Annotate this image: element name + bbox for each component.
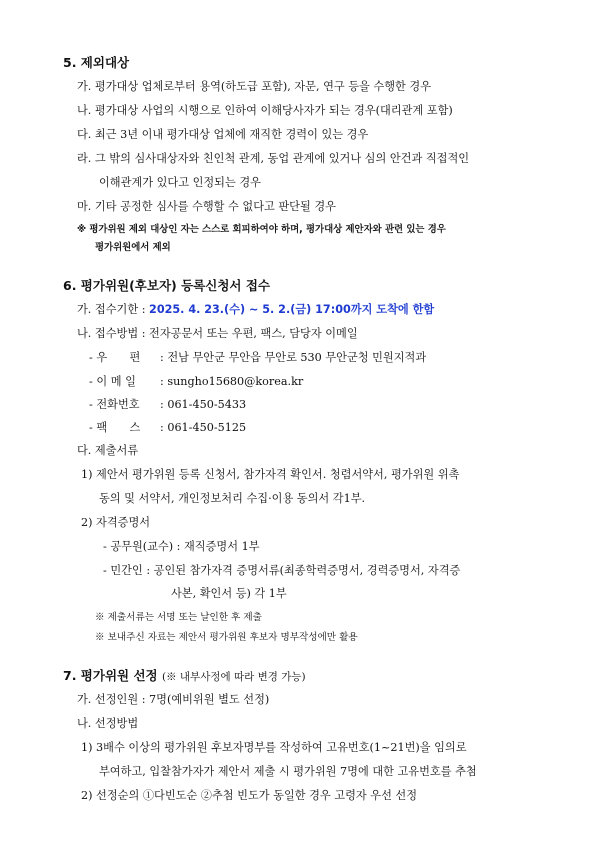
section-6-note-2: ※ 보내주신 자료는 제안서 평가위원 후보자 명부작성에만 활용	[95, 632, 358, 643]
section-6-method: 나. 접수방법 : 전자공문서 또는 우편, 팩스, 담당자 이메일	[77, 327, 358, 340]
section-5-item-ra-line1: 라. 그 밖의 심사대상자와 친인척 관계, 동업 관계에 있거나 심의 안건과 직접적인	[77, 152, 470, 165]
section-7-method-2: 2) 선정순의 ①다빈도순 ②추첨 빈도가 동일한 경우 고령자 우선 선정	[81, 789, 418, 802]
deadline-label: 가. 접수기한 :	[77, 303, 150, 316]
contact-email-label: - 이 메 일	[89, 375, 136, 388]
section-7-count: 가. 선정인원 : 7명(예비위원 별도 선정)	[77, 693, 270, 706]
section-5-heading: 5. 제외대상	[63, 55, 130, 70]
contact-post-label: - 우 편	[89, 351, 141, 364]
section-5-note-line2: 평가위원에서 제외	[95, 242, 171, 253]
section-7-method-1-line1: 1) 3배수 이상의 평가위원 후보자명부를 작성하여 고유번호(1~21번)을 임의로	[81, 741, 467, 754]
section-5-item-ma: 마. 기타 공정한 심사를 수행할 수 없다고 판단될 경우	[77, 200, 336, 213]
document-1-line2: 동의 및 서약서, 개인정보처리 수집·이용 동의서 각1부.	[99, 492, 366, 505]
section-6-deadline-row	[77, 303, 434, 317]
section-7-heading-row	[63, 668, 306, 685]
section-5-note-line1: ※ 평가위원 제외 대상인 자는 스스로 회피하여야 하며, 평가대상 제안자와 관련 있는 경우	[77, 224, 446, 235]
document-2: 2) 자격증명서	[81, 516, 151, 529]
section-7-method: 나. 선정방법	[77, 717, 139, 730]
section-7-heading-note: (※ 내부사정에 따라 변경 가능)	[161, 671, 306, 683]
contact-email-value: : sungho15680@korea.kr	[160, 375, 304, 388]
section-5-item-na: 나. 평가대상 사업의 시행으로 인하여 이해당사자가 되는 경우(대리관계 포함)	[77, 104, 453, 117]
section-6-note-1: ※ 제출서류는 서명 또는 날인한 후 제출	[95, 612, 262, 623]
contact-phone-label: - 전화번호	[89, 398, 140, 411]
document-2-private-line1: - 민간인 : 공인된 참가자격 증명서류(최종학력증명서, 경력증명서, 자격증	[103, 564, 461, 577]
document-1-line1: 1) 제안서 평가위원 등록 신청서, 참가자격 확인서. 청렴서약서, 평가위원 위촉	[81, 468, 460, 481]
document-2-public: - 공무원(교수) : 재직증명서 1부	[103, 540, 260, 553]
section-7-method-1-line2: 부여하고, 입찰참가자가 제안서 제출 시 평가위원 7명에 대한 고유번호를 추첨	[99, 765, 477, 778]
document-2-private-line2: 사본, 확인서 등) 각 1부	[171, 587, 287, 600]
section-5-item-da: 다. 최근 3년 이내 평가대상 업체에 재직한 경력이 있는 경우	[77, 128, 369, 141]
deadline-value: 2025. 4. 23.(수) ~ 5. 2.(금) 17:00까지 도착에 한함	[149, 303, 435, 316]
contact-phone-value: : 061-450-5433	[160, 398, 247, 411]
contact-fax-label: - 팩 스	[89, 421, 141, 434]
contact-post-value: : 전남 무안군 무안읍 무안로 530 무안군청 민원지적과	[160, 351, 427, 364]
section-6-heading: 6. 평가위원(후보자) 등록신청서 접수	[63, 278, 270, 293]
section-6-documents: 다. 제출서류	[77, 444, 139, 457]
section-7-heading: 7. 평가위원 선정	[63, 668, 158, 683]
section-5-item-ga: 가. 평가대상 업체로부터 용역(하도급 포함), 자문, 연구 등을 수행한 경우	[77, 80, 432, 93]
section-5-item-ra-line2: 이해관계가 있다고 인정되는 경우	[99, 176, 261, 189]
contact-fax-value: : 061-450-5125	[160, 421, 247, 434]
